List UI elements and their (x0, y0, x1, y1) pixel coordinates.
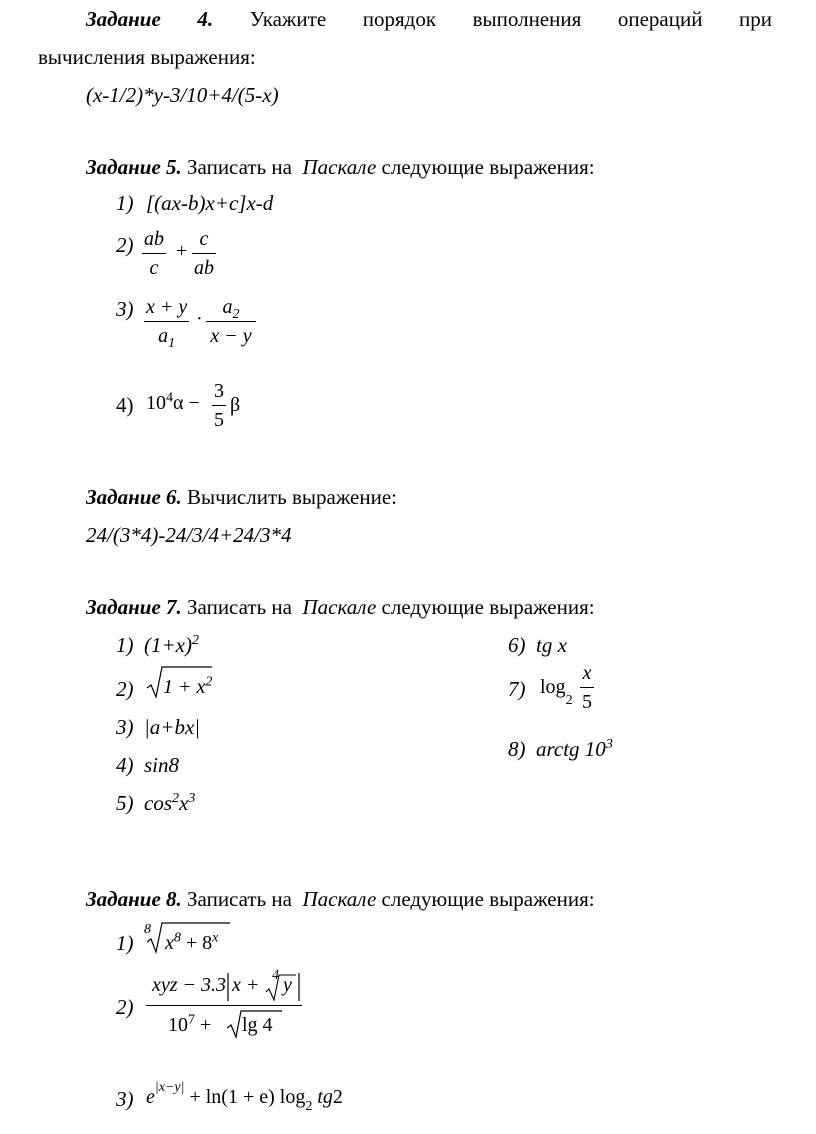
x-exponent: 3 (188, 791, 196, 806)
task6-title: Задание 6. (86, 485, 182, 509)
task5-text-b: следующие выражения: (381, 155, 595, 179)
item-number: 1) (116, 633, 134, 657)
fraction-numerator: x (582, 662, 592, 684)
task7-item5 (116, 790, 195, 816)
fraction-bar (212, 405, 226, 406)
cos-exponent: 2 (172, 791, 179, 806)
task7-item3 (116, 714, 200, 740)
task8-item3-number: 3) (116, 1087, 134, 1111)
task5-item2-fraction2 (192, 228, 216, 279)
task8-item1-radicand (165, 932, 218, 955)
numerator-part-a: xyz − 3.3 (152, 974, 227, 996)
fraction-denominator (156, 325, 177, 351)
fraction-bar (206, 321, 256, 322)
item-exponent: 2 (191, 633, 199, 648)
fraction-numerator: x + y (146, 296, 188, 318)
denominator-subscript: 1 (168, 336, 176, 351)
denominator-exponent: 7 (188, 1012, 195, 1028)
fraction-numerator: 3 (214, 380, 224, 402)
root-index: 8 (144, 922, 151, 937)
log-base: 2 (305, 1099, 313, 1114)
x-exponent: 8 (173, 930, 181, 946)
task5-item1-expression: [(ax-b)x+c]x-d (146, 191, 274, 215)
task7-item7-log (540, 676, 573, 708)
minus-sign: − (188, 392, 200, 414)
task4-title: Задание 4. (86, 7, 214, 31)
task7-title: Задание 7. (86, 595, 182, 619)
variable-x: x (179, 791, 189, 815)
task7-text-a: Записать на (187, 595, 292, 619)
task5-item2-fraction1 (142, 228, 166, 279)
task8-text-b: следующие выражения: (381, 887, 595, 911)
task7-text-b: следующие выражения: (381, 595, 595, 619)
task7-item8 (508, 736, 613, 762)
fraction-bar (144, 321, 189, 322)
item-expression: (1+x) (144, 633, 192, 657)
multiply-dot: · (196, 308, 203, 330)
task5-text-pascal: Паскале (302, 155, 377, 179)
radicand: 1 + x (163, 676, 206, 698)
denominator-lg: lg 4 (242, 1014, 273, 1036)
cos-function: cos (144, 791, 172, 815)
root-variable-y: y (283, 974, 292, 996)
task5-item4-power (146, 392, 200, 415)
item-number: 3) (116, 715, 134, 739)
task7-item2-expression (163, 676, 212, 699)
task8-item1-number: 1) (116, 931, 134, 955)
fraction-bar (580, 687, 594, 688)
task4-expression: (x-1/2)*y-3/10+4/(5-x) (86, 83, 279, 107)
alpha-symbol: α (173, 392, 184, 414)
e-exponent: |x−y| (154, 1080, 185, 1096)
task7-item7-number: 7) (508, 677, 526, 701)
item-expression: sin8 (144, 753, 180, 777)
item-number: 4) (116, 753, 134, 777)
task4-text-line1: Укажите порядок выполнения операций при (249, 7, 773, 31)
task8-item2-denominator (168, 1014, 211, 1037)
fraction-denominator: ab (194, 257, 214, 279)
task8-item2-number: 2) (116, 995, 134, 1019)
task6-heading (86, 484, 397, 510)
variable-x: x (165, 932, 174, 954)
fraction-numerator: c (199, 228, 209, 250)
task7-item1 (116, 632, 199, 658)
denominator-base: 10 (168, 1014, 188, 1036)
task7-item4 (116, 752, 179, 778)
beta-symbol: β (230, 394, 241, 416)
item-number: 6) (508, 633, 526, 657)
eight-exponent: x (212, 930, 219, 946)
task8-item3-expression (146, 1080, 343, 1114)
task8-heading (86, 886, 595, 912)
fraction-numerator: ab (144, 228, 164, 250)
task5-title: Задание 5. (86, 155, 182, 179)
fraction-numerator (221, 296, 242, 322)
task5-item3-number: 3) (116, 297, 134, 321)
item-exponent: 3 (605, 737, 613, 752)
task5-item2-number: 2) (116, 233, 134, 257)
task8-item2-numerator (152, 974, 226, 997)
fraction-bar (142, 253, 166, 254)
denominator-plus: + (200, 1014, 212, 1036)
item-expression: arctg 10 (536, 737, 606, 761)
task8-text-pascal: Паскале (302, 887, 377, 911)
item-expression: tg x (536, 633, 567, 657)
task7-heading (86, 594, 595, 620)
tg-function: tg (317, 1086, 333, 1108)
task6-text: Вычислить выражение: (187, 485, 398, 509)
task4-line1 (86, 6, 772, 32)
fraction-denominator: 5 (214, 409, 224, 431)
abs-content: x + (232, 974, 260, 996)
log-function: log (540, 676, 566, 698)
fraction-denominator: c (149, 257, 159, 279)
plus-sign: + (176, 240, 188, 262)
fraction-denominator: 5 (582, 691, 592, 713)
radicand-exponent: 2 (205, 674, 213, 690)
log-terms: + ln(1 + e) log (189, 1086, 306, 1108)
task5-item1-number: 1) (116, 191, 134, 215)
item-number: 8) (508, 737, 526, 761)
power-base: 10 (146, 392, 166, 414)
fraction-bar (192, 253, 216, 254)
task5-item4-number: 4) (116, 393, 134, 417)
item-number: 5) (116, 791, 134, 815)
task5-item3-fraction2 (206, 296, 256, 347)
task5-heading (86, 154, 595, 180)
task7-item2-number: 2) (116, 677, 134, 701)
tg-argument: 2 (332, 1086, 343, 1108)
fourth-root-index: 4 (272, 968, 279, 983)
fraction-denominator: x − y (210, 325, 252, 347)
plus-eight: + 8 (185, 932, 213, 954)
task8-text-a: Записать на (187, 887, 292, 911)
task6-expression: 24/(3*4)-24/3/4+24/3*4 (86, 523, 292, 547)
log-base: 2 (565, 693, 573, 708)
power-exponent: 4 (166, 390, 173, 406)
denominator-letter: a (158, 325, 169, 347)
task7-item7-fraction (580, 662, 594, 713)
task5-item4-fraction (212, 380, 226, 431)
task8-title: Задание 8. (86, 887, 182, 911)
euler-e: e (146, 1086, 155, 1108)
task5-item3-fraction1 (144, 296, 189, 351)
numerator-letter: a (222, 296, 233, 318)
numerator-subscript: 2 (232, 307, 240, 322)
item-expression: |a+bx| (144, 715, 201, 739)
task5-text-a: Записать на (187, 155, 292, 179)
task4-text-line2: вычисления выражения: (38, 45, 256, 69)
task7-item6 (508, 632, 567, 658)
task7-text-pascal: Паскале (302, 595, 377, 619)
